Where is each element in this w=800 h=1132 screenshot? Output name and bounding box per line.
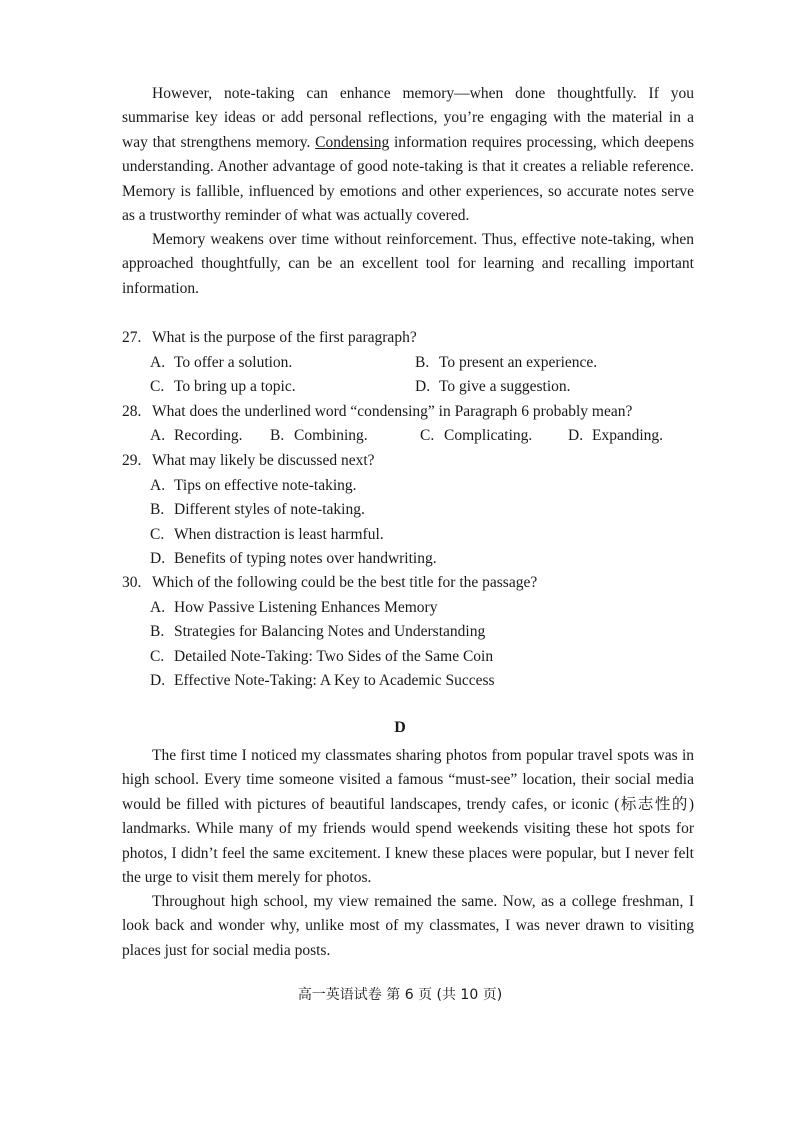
- passage-d-paragraph-2: Throughout high school, my view remained the same. Now, as a college freshman, I look back and wonder why, unlike most of my classmates, I was never drawn to visiting places just for social media posts.: [122, 893, 694, 959]
- q29-option-b: [150, 500, 365, 520]
- option-text: Tips on effective note-taking.: [174, 477, 357, 494]
- page-footer: 高一英语试卷 第 6 页 (共 10 页): [297, 987, 503, 1003]
- question-28-stem: What does the underlined word “condensing” in Paragraph 6 probably mean?: [152, 403, 633, 420]
- option-label: B.: [270, 427, 285, 444]
- option-text: When distraction is least harmful.: [174, 526, 384, 543]
- option-label: A.: [150, 354, 166, 371]
- option-label: C.: [420, 427, 435, 444]
- question-28-number: 28.: [122, 403, 142, 420]
- passage-c-p1-text-a: However, note-taking can enhance memory—when done thoughtfully. If you summarise key ideas or add personal reflections, you’re engaging with the material in a way that strengthens memory.: [122, 85, 694, 151]
- q29-option-a: [150, 476, 357, 496]
- q28-option-b: [270, 426, 368, 446]
- option-label: B.: [150, 501, 165, 518]
- passage-c-p1-text-b: information requires processing, which deepens understanding. Another advantage of good note-taking is that it creates a reliable reference. Memory is fallible, influenced by emotions and other experiences, so accurate notes serve as a trustworthy reminder of what was actually covered.: [122, 133, 694, 225]
- option-label: C.: [150, 378, 165, 395]
- question-30: [122, 573, 537, 593]
- q29-option-c: [150, 525, 384, 545]
- section-d-heading: D: [394, 719, 406, 736]
- q27-option-d: [415, 377, 571, 397]
- passage-c-paragraph-2: Memory weakens over time without reinforcement. Thus, effective note-taking, when approached thoughtfully, can be an excellent tool for learning and recalling important information.: [122, 231, 694, 297]
- question-27: [122, 328, 417, 348]
- q30-option-b: [150, 622, 485, 642]
- q27-option-c: [150, 377, 296, 397]
- question-30-stem: Which of the following could be the best title for the passage?: [152, 574, 538, 591]
- option-text: Expanding.: [592, 427, 664, 444]
- q30-option-c: [150, 647, 493, 667]
- q28-option-a: [150, 426, 242, 446]
- question-29-stem: What may likely be discussed next?: [152, 452, 375, 469]
- option-text: Recording.: [174, 427, 243, 444]
- option-label: B.: [415, 354, 430, 371]
- question-27-stem: What is the purpose of the first paragraph?: [152, 329, 417, 346]
- option-label: D.: [415, 378, 431, 395]
- q27-option-b: [415, 353, 597, 373]
- question-28: [122, 402, 632, 422]
- option-text: How Passive Listening Enhances Memory: [174, 599, 438, 616]
- question-30-number: 30.: [122, 574, 142, 591]
- question-27-number: 27.: [122, 329, 142, 346]
- option-text: To present an experience.: [439, 354, 598, 371]
- option-label: D.: [150, 672, 166, 689]
- option-label: A.: [150, 599, 166, 616]
- option-text: Strategies for Balancing Notes and Understanding: [174, 623, 486, 640]
- option-text: Complicating.: [444, 427, 533, 444]
- option-label: D.: [150, 550, 166, 567]
- option-label: A.: [150, 477, 166, 494]
- option-text: Combining.: [294, 427, 368, 444]
- passage-c-paragraph-1: [122, 82, 694, 228]
- option-label: B.: [150, 623, 165, 640]
- option-label: A.: [150, 427, 166, 444]
- option-label: C.: [150, 526, 165, 543]
- q27-option-a: [150, 353, 292, 373]
- option-text: To bring up a topic.: [174, 378, 296, 395]
- q30-option-a: [150, 598, 437, 618]
- option-text: Detailed Note-Taking: Two Sides of the Same Coin: [174, 648, 494, 665]
- question-29-number: 29.: [122, 452, 142, 469]
- option-label: D.: [568, 427, 584, 444]
- passage-d-paragraph-1: The first time I noticed my classmates sharing photos from popular travel spots was in high school. Every time someone visited a famous “must-see” location, their social media would be filled with pictures of beautiful landscapes, trendy cafes, or iconic (标志性的) landmarks. While many of my friends would spend weekends visiting these hot spots for photos, I didn’t feel the same excitement. I knew these places were popular, but I never felt the urge to visit them merely for photos.: [122, 747, 694, 887]
- option-text: Different styles of note-taking.: [174, 501, 365, 518]
- option-text: To give a suggestion.: [439, 378, 571, 395]
- question-29: [122, 451, 375, 471]
- option-text: To offer a solution.: [174, 354, 293, 371]
- q30-option-d: [150, 671, 495, 691]
- q28-option-d: [568, 426, 663, 446]
- option-label: C.: [150, 648, 165, 665]
- option-text: Effective Note-Taking: A Key to Academic Success: [174, 672, 495, 689]
- q29-option-d: [150, 549, 437, 569]
- q28-option-c: [420, 426, 532, 446]
- option-text: Benefits of typing notes over handwriting.: [174, 550, 437, 567]
- underlined-word-condensing: Condensing: [315, 133, 390, 151]
